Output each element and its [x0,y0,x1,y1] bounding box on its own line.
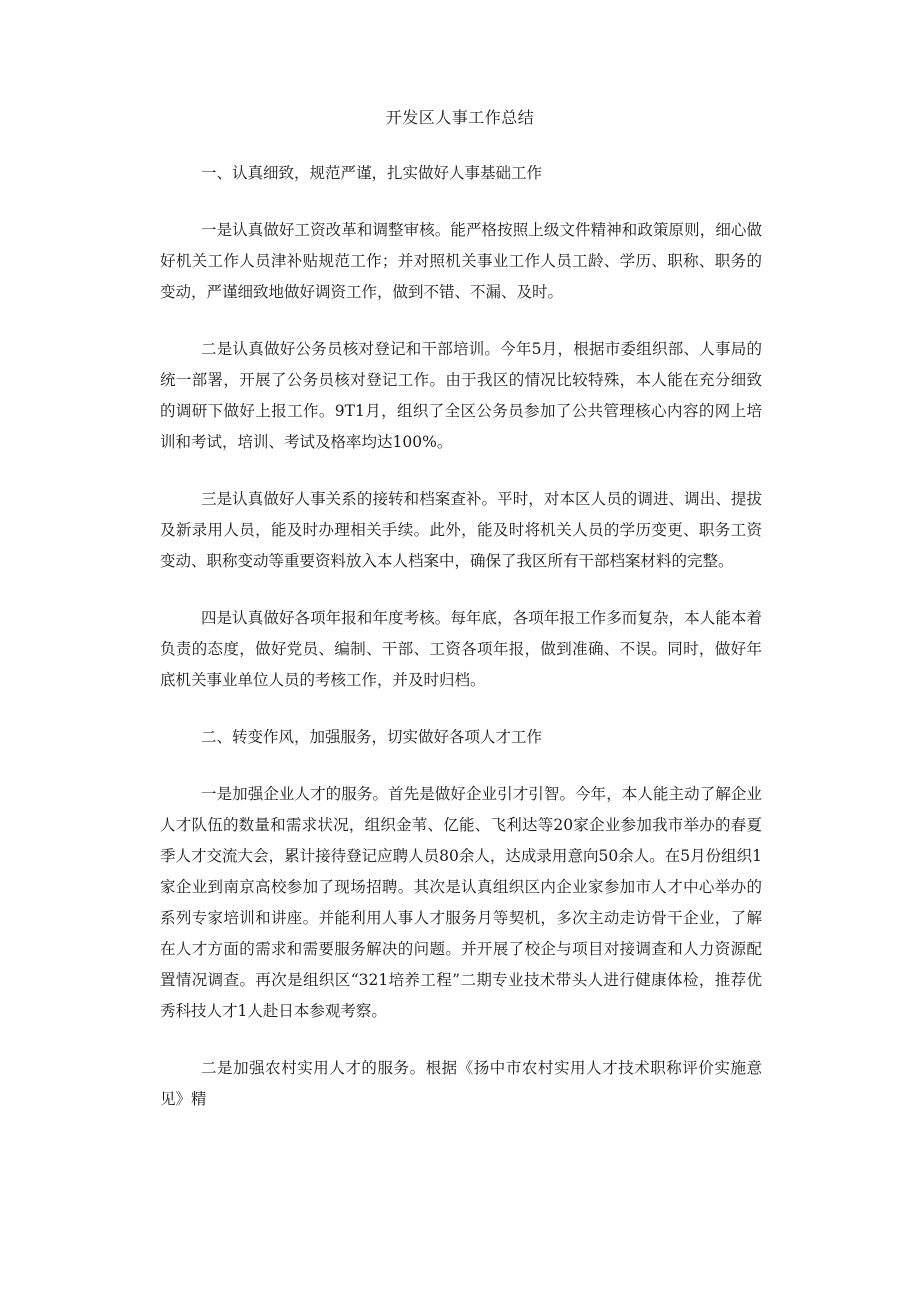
section-heading-1: 一、认真细致，规范严谨，扎实做好人事基础工作 [201,164,543,182]
paragraph-personnel-archives: 三是认真做好人事关系的接转和档案查补。平时，对本区人员的调进、调出、提拔及新录用人员，能及时办理相关手续。此外，能及时将机关人员的学历变更、职务工资变动、职称变动等重要资料放入本人档案中，确保了我区所有干部档案材料的完整。 [160,490,762,570]
document-body [160,158,762,1141]
paragraph-rural-talent: 二是加强农村实用人才的服务。根据《扬中市农村实用人才技术职称评价实施意见》精 [160,1059,762,1108]
paragraph-civil-servant-registration: 二是认真做好公务员核对登记和干部培训。今年5月，根据市委组织部、人事局的统一部署，开展了公务员核对登记工作。由于我区的情况比较特殊，本人能在充分细致的调研下做好上报工作。9T1月，组织了全区公务员参加了公共管理核心内容的网上培训和考试，培训、考试及格率均达100%。 [160,340,762,451]
paragraph-enterprise-talent: 一是加强企业人才的服务。首先是做好企业引才引智。今年，本人能主动了解企业人才队伍的数量和需求状况，组织金苇、亿能、飞利达等20家企业参加我市举办的春夏季人才交流大会，累计接待登记应聘人员80余人，达成录用意向50余人。在5月份组织1家企业到南京高校参加了现场招聘。其次是认真组织区内企业家参加市人才中心举办的系列专家培训和讲座。并能利用人事人才服务月等契机，多次主动走访骨干企业，了解在人才方面的需求和需要服务解决的问题。并开展了校企与项目对接调查和人力资源配置情况调查。再次是组织区“321培养工程”二期专业技术带头人进行健康体检，推荐优秀科技人才1人赴日本参观考察。 [160,785,762,1020]
section-heading-2: 二、转变作风，加强服务，切实做好各项人才工作 [201,728,543,746]
paragraph-salary-reform: 一是认真做好工资改革和调整审核。能严格按照上级文件精神和政策原则，细心做好机关工作人员津补贴规范工作；并对照机关事业工作人员工龄、学历、职称、职务的变动，严谨细致地做好调资工作，做到不错、不漏、及时。 [160,221,762,301]
paragraph-annual-reports: 四是认真做好各项年报和年度考核。每年底，各项年报工作多而复杂，本人能本着负责的态度，做好党员、编制、干部、工资各项年报，做到准确、不误。同时，做好年底机关事业单位人员的考核工作，并及时归档。 [160,609,762,689]
document-title: 开发区人事工作总结 [385,108,535,127]
